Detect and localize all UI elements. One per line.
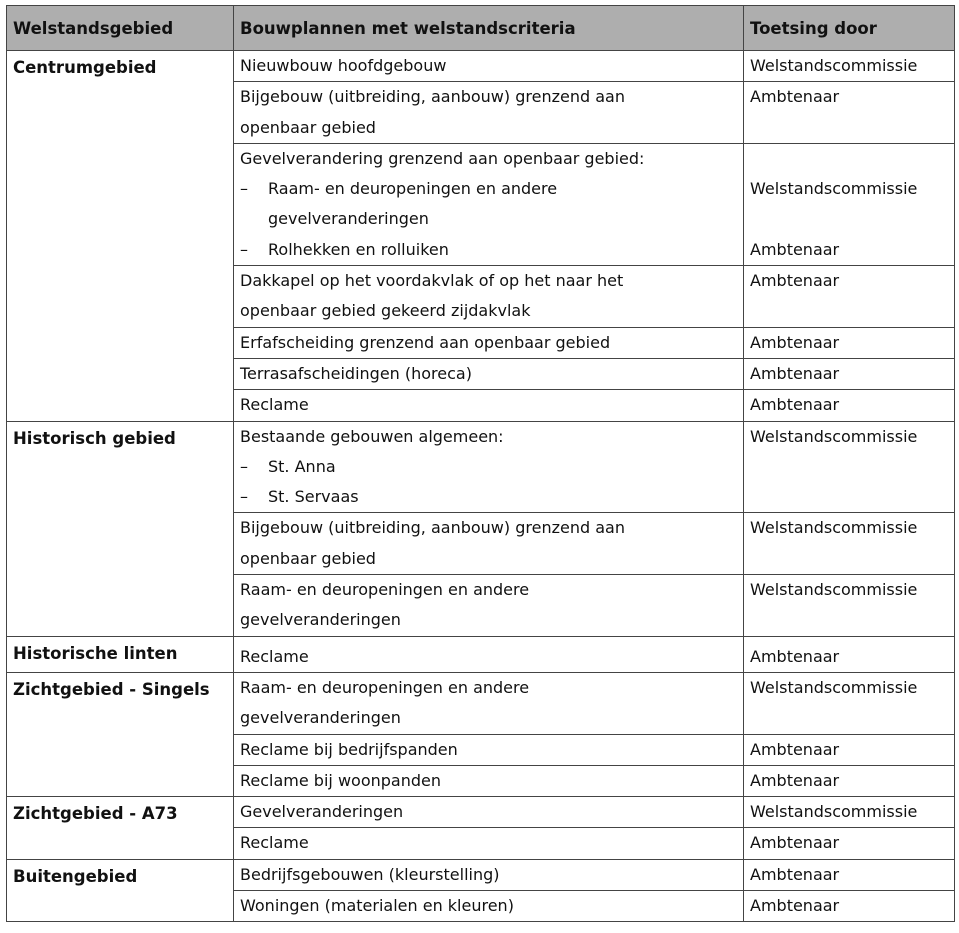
review-cell: Ambtenaar [744,828,955,859]
welstand-table [6,5,955,922]
review-cell: Ambtenaar [744,636,955,672]
list-dash: – [240,456,248,476]
review-cell: Ambtenaar [744,266,955,328]
area-buitengebied: Buitengebied [7,859,234,922]
review-cell: Welstandscommissie [744,575,955,637]
table-row [7,421,955,513]
review-cell: Welstandscommissie [744,51,955,82]
plan-cell: Erfafscheiding grenzend aan openbaar gebied [234,327,744,358]
review-cell: Ambtenaar [744,358,955,389]
table-row [7,859,955,890]
plan-cell: Reclame [234,390,744,421]
review-cell: Ambtenaar [744,891,955,922]
list-dash: – [240,239,248,259]
table-row [7,672,955,734]
plan-cell: Reclame [234,828,744,859]
plan-cell: Gevelveranderingen [234,797,744,828]
plan-cell: Bestaande gebouwen algemeen: – St. Anna – St. Servaas [234,421,744,513]
table-row [7,51,955,82]
plan-cell: Raam- en deuropeningen en andere gevelveranderingen [234,672,744,734]
review-cell: Ambtenaar [744,859,955,890]
area-centrumgebied: Centrumgebied [7,51,234,422]
plan-cell: Dakkapel op het voordakvlak of op het naar het openbaar gebied gekeerd zijdakvlak [234,266,744,328]
review-cell: Ambtenaar [744,390,955,421]
area-zichtgebied-a73: Zichtgebied - A73 [7,797,234,860]
review-cell: Ambtenaar [744,327,955,358]
area-historisch-gebied: Historisch gebied [7,421,234,636]
area-historische-linten: Historische linten [7,636,234,672]
plan-cell: Reclame bij bedrijfspanden [234,734,744,765]
plan-cell: Raam- en deuropeningen en andere gevelveranderingen [234,575,744,637]
area-zichtgebied-singels: Zichtgebied - Singels [7,672,234,796]
plan-cell: Reclame bij woonpanden [234,765,744,796]
plan-cell: Reclame [234,636,744,672]
list-dash: – [240,179,248,199]
header-row [7,6,955,51]
header-review: Toetsing door [744,6,955,51]
list-dash: – [240,487,248,507]
plan-cell: Terrasafscheidingen (horeca) [234,358,744,389]
plan-cell: Nieuwbouw hoofdgebouw [234,51,744,82]
review-cell: Ambtenaar [744,734,955,765]
review-cell: Ambtenaar [744,82,955,144]
table-row [7,797,955,828]
header-area: Welstandsgebied [7,6,234,51]
review-cell: Ambtenaar [744,765,955,796]
table-row [7,636,955,672]
review-cell: Welstandscommissie [744,421,955,513]
plan-cell: Gevelverandering grenzend aan openbaar gebied: – Raam- en deuropeningen en andere gevelveranderingen – Rolhekken en rolluiken [234,143,744,265]
review-cell: Welstandscommissie Ambtenaar [744,143,955,265]
review-cell: Welstandscommissie [744,672,955,734]
plan-cell: Bedrijfsgebouwen (kleurstelling) [234,859,744,890]
header-plans: Bouwplannen met welstandscriteria [234,6,744,51]
plan-cell: Bijgebouw (uitbreiding, aanbouw) grenzend aan openbaar gebied [234,513,744,575]
plan-cell: Woningen (materialen en kleuren) [234,891,744,922]
review-cell: Welstandscommissie [744,513,955,575]
plan-cell: Bijgebouw (uitbreiding, aanbouw) grenzend aan openbaar gebied [234,82,744,144]
review-cell: Welstandscommissie [744,797,955,828]
